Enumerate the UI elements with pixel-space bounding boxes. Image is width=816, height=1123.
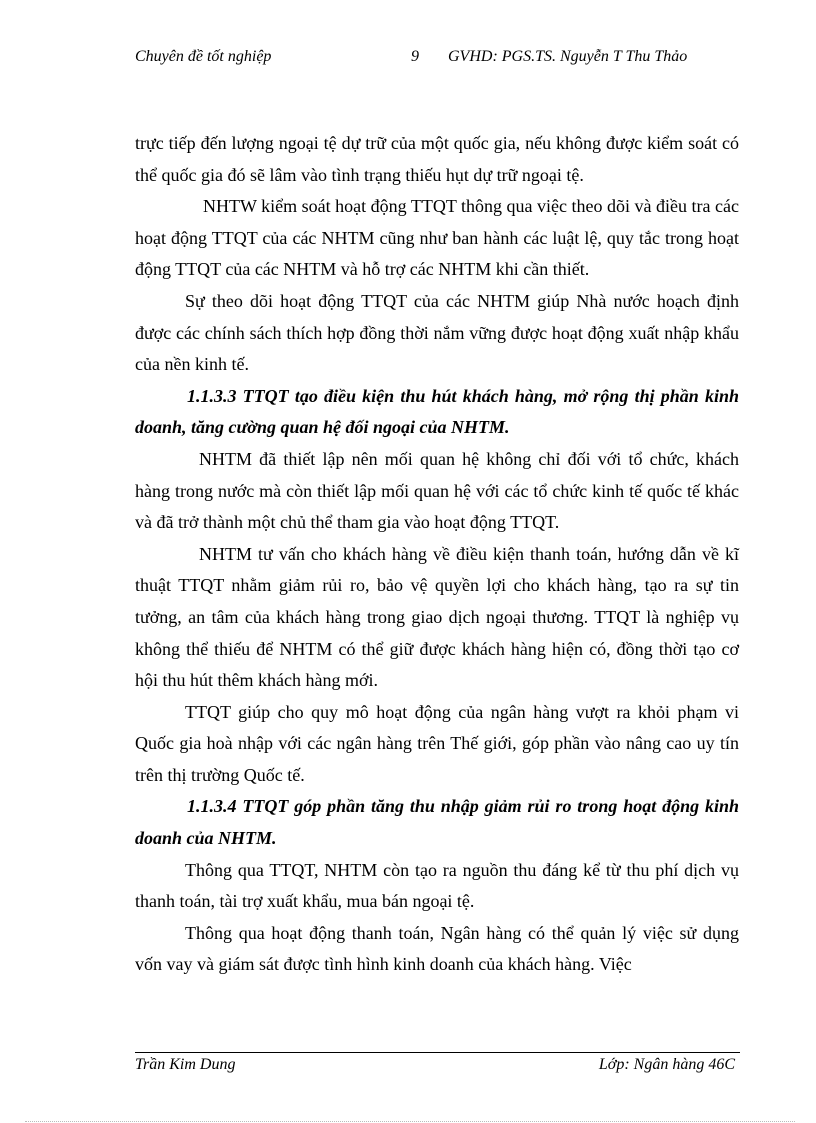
page-body (135, 128, 739, 981)
paragraph-nhtm-consulting: NHTM tư vấn cho khách hàng về điều kiện thanh toán, hướng dẫn về kĩ thuật TTQT nhằm giảm rủi ro, bảo vệ quyền lợi cho khách hàng, tạo ra sự tin tưởng, an tâm của khách hàng trong giao dịch ngoại thương. TTQT là nghiệp vụ không thể thiếu để NHTM có thể giữ được khách hàng hiện có, đồng thời tạo cơ hội thu hút thêm khách hàng mới. (135, 543, 739, 691)
footer-divider (135, 1052, 740, 1053)
header-page-number: 9 (411, 48, 419, 65)
paragraph-nhtw-control: NHTW kiểm soát hoạt động TTQT thông qua việc theo dõi và điều tra các hoạt động TTQT của các NHTM cũng như ban hành các luật lệ, quy tắc trong hoạt động TTQT của các NHTM và hỗ trợ các NHTM khi cần thiết. (135, 196, 739, 280)
section-heading-1-1-3-4: 1.1.3.4 TTQT góp phần tăng thu nhập giảm rủi ro trong hoạt động kinh doanh của NHTM. (135, 796, 739, 849)
paragraph-scale-expansion: TTQT giúp cho quy mô hoạt động của ngân hàng vượt ra khỏi phạm vi Quốc gia hoà nhập với các ngân hàng trên Thế giới, góp phần vào nâng cao uy tín trên thị trường Quốc tế. (135, 701, 739, 785)
page-footer (135, 1056, 735, 1078)
header-supervisor: GVHD: PGS.TS. Nguyễn T Thu Thảo (448, 48, 688, 65)
paragraph-fee-income: Thông qua TTQT, NHTM còn tạo ra nguồn thu đáng kể từ thu phí dịch vụ thanh toán, tài trợ xuất khẩu, mua bán ngoại tệ. (135, 859, 739, 912)
header-document-title: Chuyên đề tốt nghiệp (135, 48, 272, 65)
paragraph-continuation: trực tiếp đến lượng ngoại tệ dự trữ của một quốc gia, nếu không được kiểm soát có thể quốc gia đó sẽ lâm vào tình trạng thiếu hụt dự trữ ngoại tệ. (135, 133, 739, 185)
footer-author: Trần Kim Dung (135, 1056, 236, 1073)
footer-class: Lớp: Ngân hàng 46C (598, 1056, 735, 1073)
page-bottom-edge (25, 1121, 795, 1122)
paragraph-state-monitoring: Sự theo dõi hoạt động TTQT của các NHTM giúp Nhà nước hoạch định được các chính sách thích hợp đồng thời nắm vững được hoạt động xuất nhập khẩu của nền kinh tế. (135, 290, 739, 375)
paragraph-nhtm-relations: NHTM đã thiết lập nên mối quan hệ không chỉ đối với tổ chức, khách hàng trong nước mà còn thiết lập mối quan hệ với các tổ chức kinh tế quốc tế khác và đã trở thành một chủ thể tham gia vào hoạt động TTQT. (135, 448, 739, 533)
page-header (135, 48, 735, 70)
section-heading-1-1-3-3: 1.1.3.3 TTQT tạo điều kiện thu hút khách hàng, mở rộng thị phần kinh doanh, tăng cường quan hệ đối ngoại của NHTM. (135, 385, 739, 438)
paragraph-loan-monitoring: Thông qua hoạt động thanh toán, Ngân hàng có thể quản lý việc sử dụng vốn vay và giám sát được tình hình kinh doanh của khách hàng. Việc (135, 922, 739, 975)
